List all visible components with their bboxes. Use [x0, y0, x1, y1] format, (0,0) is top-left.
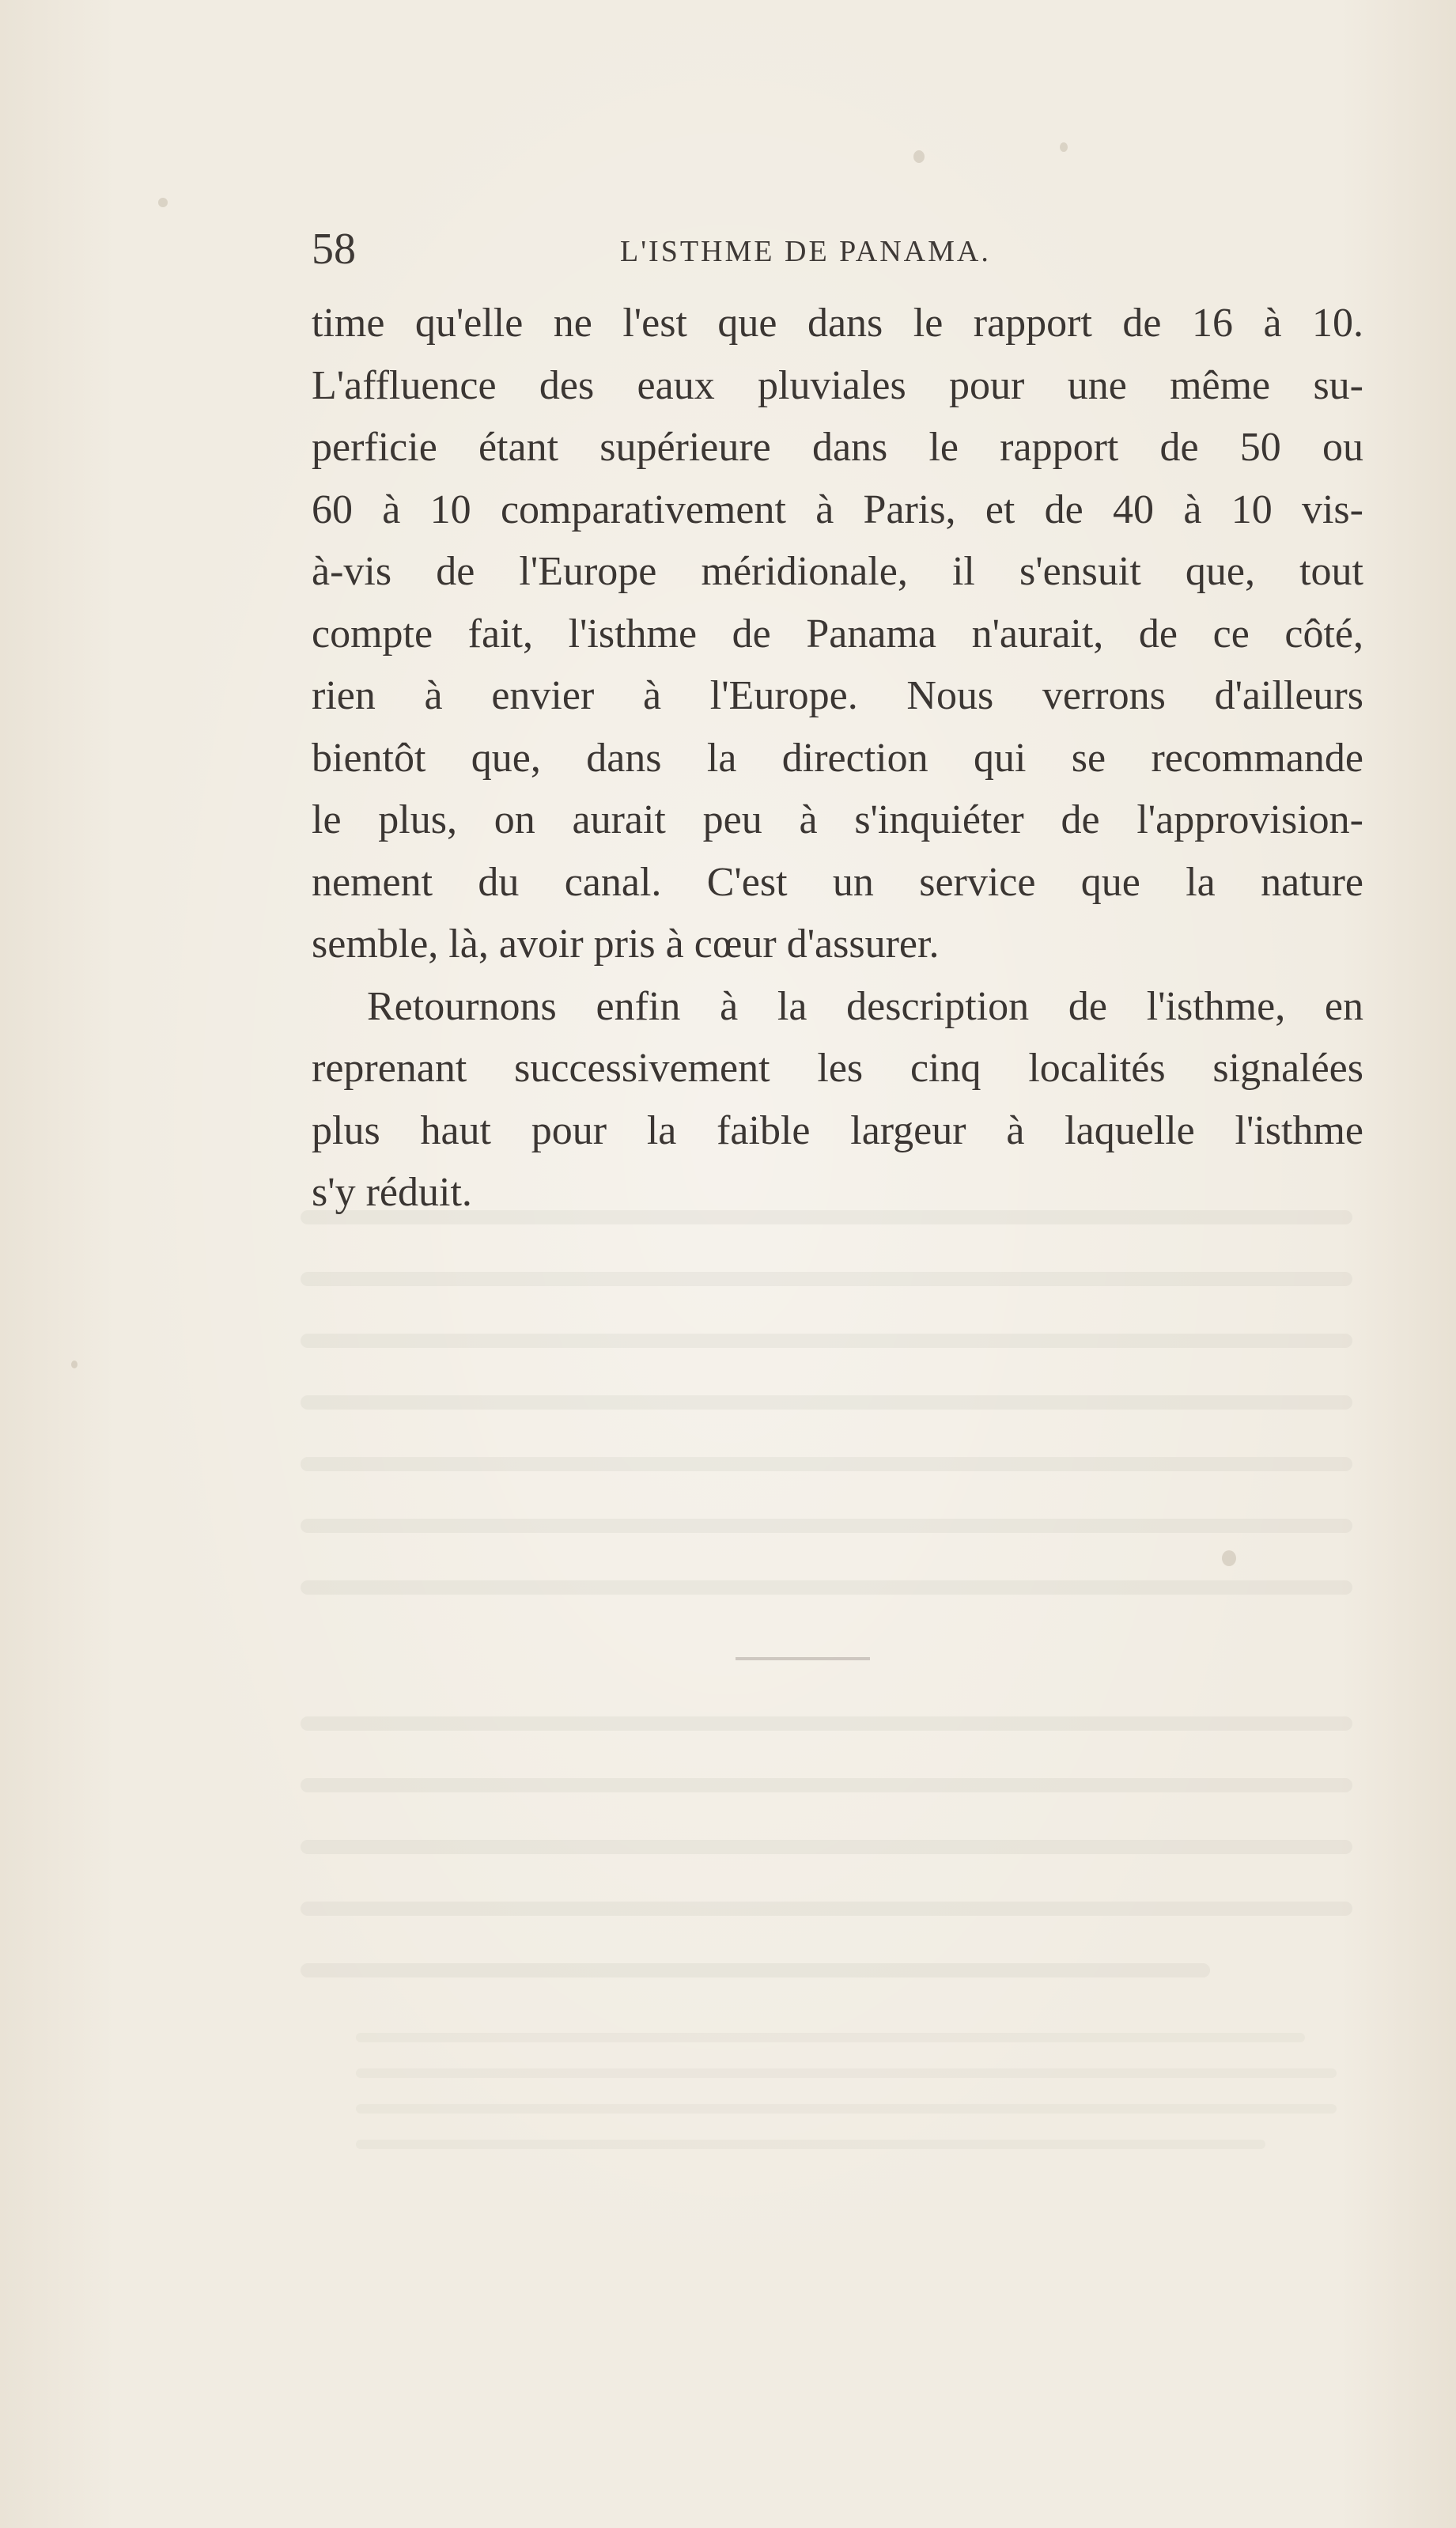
foxing-spot — [158, 198, 168, 207]
text-line: L'affluence des eaux pluviales pour une même su- — [312, 362, 1363, 408]
text-line: semble, là, avoir pris à cœur d'assurer. — [312, 922, 940, 967]
page-number: 58 — [312, 225, 356, 274]
text-line: nement du canal. C'est un service que la nature — [312, 859, 1363, 905]
text-line: time qu'elle ne l'est que dans le rapport de 16 à 10. — [312, 301, 1363, 346]
page-header — [312, 221, 1363, 277]
show-through-line — [301, 1902, 1352, 1916]
show-through-line — [301, 1334, 1352, 1348]
text-line: perficie étant supérieure dans le rapport de 50 ou — [312, 425, 1363, 470]
paragraph-first-line: Retournons enfin à la description de l'isthme, en — [367, 983, 1363, 1029]
show-through-line — [301, 1840, 1352, 1854]
text-line: reprenant successivement les cinq localités signalées — [312, 1046, 1363, 1091]
show-through-line — [301, 1395, 1352, 1410]
text-line: bientôt que, dans la direction qui se recommande — [312, 735, 1363, 781]
body-text — [312, 293, 1363, 1224]
show-through-line — [301, 1778, 1352, 1792]
text-line: rien à envier à l'Europe. Nous verrons d'ailleurs — [312, 673, 1363, 718]
show-through-line — [301, 1963, 1210, 1977]
show-through-rule — [736, 1657, 870, 1660]
show-through-line — [301, 1272, 1352, 1286]
show-through-line — [301, 1580, 1352, 1595]
text-line: le plus, on aurait peu à s'inquiéter de l'approvision- — [312, 797, 1363, 842]
show-through-note — [356, 2068, 1337, 2078]
text-line: plus haut pour la faible largeur à laquelle l'isthme — [312, 1107, 1363, 1153]
show-through-note — [356, 2033, 1305, 2042]
show-through-line — [301, 1519, 1352, 1533]
text-line: 60 à 10 comparativement à Paris, et de 40 à 10 vis- — [312, 486, 1363, 532]
text-line: à-vis de l'Europe méridionale, il s'ensuit que, tout — [312, 549, 1363, 594]
show-through-line — [301, 1457, 1352, 1471]
show-through-texture — [301, 1210, 1368, 2238]
text-line: s'y réduit. — [312, 1170, 472, 1215]
foxing-spot — [1222, 1550, 1236, 1566]
text-line: compte fait, l'isthme de Panama n'aurait, de ce côté, — [312, 611, 1363, 657]
show-through-line — [301, 1716, 1352, 1731]
running-title: L'ISTHME DE PANAMA. — [620, 235, 991, 268]
foxing-spot — [1060, 142, 1068, 152]
show-through-note — [356, 2140, 1265, 2149]
foxing-spot — [71, 1361, 78, 1368]
foxing-spot — [913, 150, 925, 163]
show-through-note — [356, 2104, 1337, 2114]
